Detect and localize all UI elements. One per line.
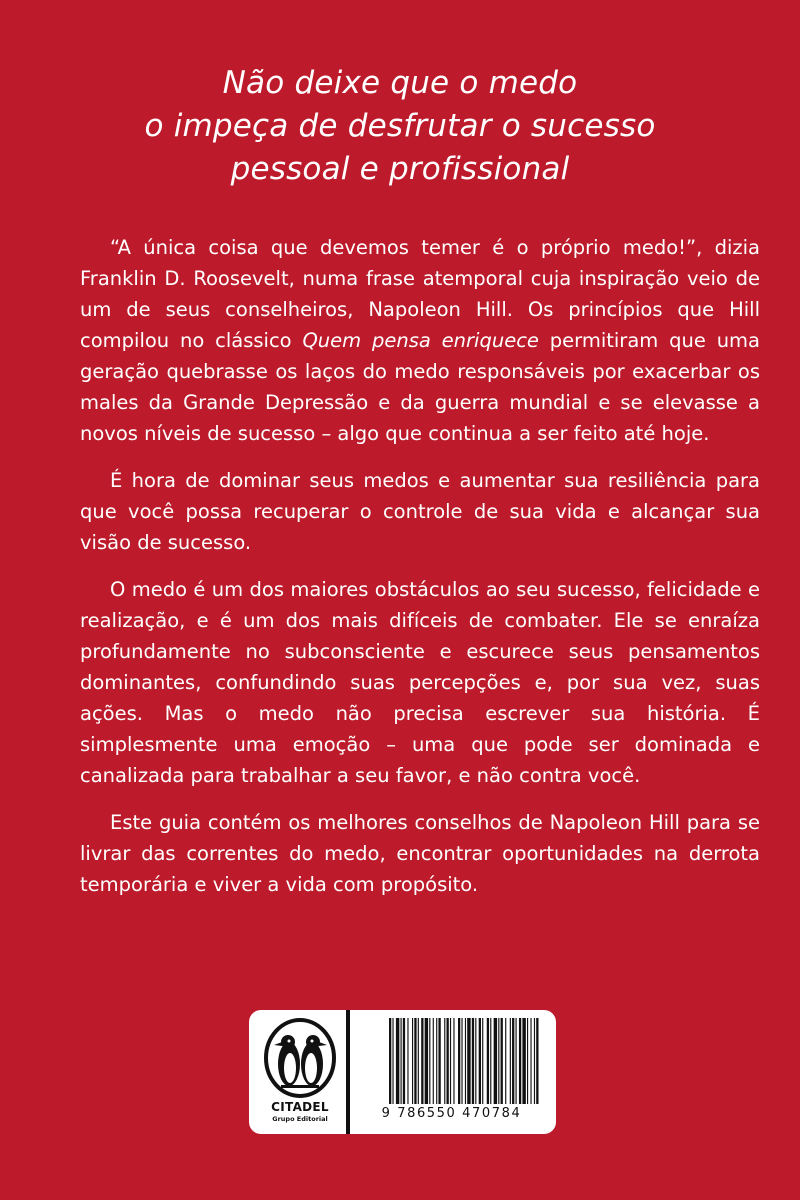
barcode-bar (522, 1018, 525, 1104)
paragraph-1-text-b: permitiram que uma geração quebrasse os laços do medo responsáveis por exacerbar os males da Grande Depressão e da guerra mundial e se elevasse a novos níveis de sucesso – algo que continua a ser feito até hoje. (80, 329, 760, 445)
barcode-bar (447, 1018, 449, 1104)
isbn-number: 9 786550 470784 (381, 1106, 522, 1121)
paragraph-1-text-a: “A única coisa que devemos temer é o próprio medo!”, dizia Franklin D. Roosevelt, numa frase atemporal cuja inspiração veio de um de seus conselheiros, Napoleon Hill. Os princípios que Hill compilou no clássico (80, 236, 760, 352)
barcode-bar (479, 1018, 481, 1104)
barcode-bar (472, 1018, 474, 1104)
barcode-bar (494, 1018, 497, 1104)
penguins-logo-icon (259, 1016, 341, 1100)
barcode-bar (536, 1018, 538, 1104)
barcode-bar (530, 1018, 531, 1104)
barcode-bar (438, 1018, 440, 1104)
barcode-bar (450, 1018, 451, 1104)
barcode-bar (436, 1018, 437, 1104)
barcode-bar (458, 1018, 460, 1104)
barcode-bar (490, 1018, 491, 1104)
barcode-bar (465, 1018, 466, 1104)
book-title-quem-pensa-enriquece: Quem pensa enriquece (302, 329, 539, 352)
barcode-bar (467, 1018, 470, 1104)
back-cover-synopsis (80, 232, 760, 916)
barcode-bar (516, 1018, 517, 1104)
paragraph-1 (80, 232, 760, 449)
paragraph-3: O medo é um dos maiores obstáculos ao seu sucesso, felicidade e realização, e é um dos mais difíceis de combater. Ele se enraíza profundamente no subconsciente e escurece seus pensamentos dominantes, confundindo suas percepções e, por sua vez, suas ações. Mas o medo não precisa escrever sua história. É simplesmente uma emoção – uma que pode ser dominada e canalizada para trabalhar a seu favor, e não contra você. (80, 578, 760, 787)
barcode-bar (475, 1018, 476, 1104)
publisher-subtitle: Grupo Editorial (272, 1115, 328, 1123)
barcode-bar (461, 1018, 462, 1104)
barcode-bar (444, 1018, 445, 1104)
publisher-name: CITADEL (271, 1100, 329, 1114)
barcode-bar (403, 1018, 405, 1104)
barcode-bar (512, 1018, 514, 1104)
barcode-bar (396, 1018, 399, 1104)
barcode-bar (401, 1018, 402, 1104)
barcode-panel (249, 1010, 556, 1134)
barcode-bar (487, 1018, 489, 1104)
barcode-bar (527, 1018, 528, 1104)
barcode-bar (519, 1018, 521, 1104)
barcode-bar (392, 1018, 393, 1104)
barcode-bar (501, 1018, 503, 1104)
barcode-bar (421, 1018, 423, 1104)
barcode-bar (433, 1018, 434, 1104)
paragraph-4: Este guia contém os melhores conselhos de Napoleon Hill para se livrar das correntes do medo, encontrar oportunidades na derrota temporária e viver a vida com propósito. (80, 811, 760, 896)
paragraph-2: É hora de dominar seus medos e aumentar sua resiliência para que você possa recuperar o controle de sua vida e alcançar sua visão de sucesso. (80, 469, 760, 554)
barcode-bar (429, 1018, 430, 1104)
headline-line-1: Não deixe que o medo (222, 65, 578, 101)
barcode-bar (453, 1018, 454, 1104)
headline-line-2: o impeça de desfrutar o sucesso (144, 108, 656, 144)
barcode-bar (505, 1018, 506, 1104)
headline-line-3: pessoal e profissional (230, 151, 570, 187)
barcode-bar (498, 1018, 499, 1104)
barcode-bar (412, 1018, 413, 1104)
isbn-barcode (389, 1018, 539, 1104)
barcode-bar (534, 1018, 535, 1104)
panel-divider (346, 1010, 350, 1134)
barcode-bar (425, 1018, 428, 1104)
barcode-bar (389, 1018, 391, 1104)
barcode-bar (482, 1018, 483, 1104)
barcode-bar (414, 1018, 416, 1104)
barcode-bar (418, 1018, 419, 1104)
back-cover-headline (0, 62, 800, 191)
publisher-logo (259, 1016, 341, 1128)
barcode-bar (407, 1018, 408, 1104)
barcode-bar (510, 1018, 511, 1104)
